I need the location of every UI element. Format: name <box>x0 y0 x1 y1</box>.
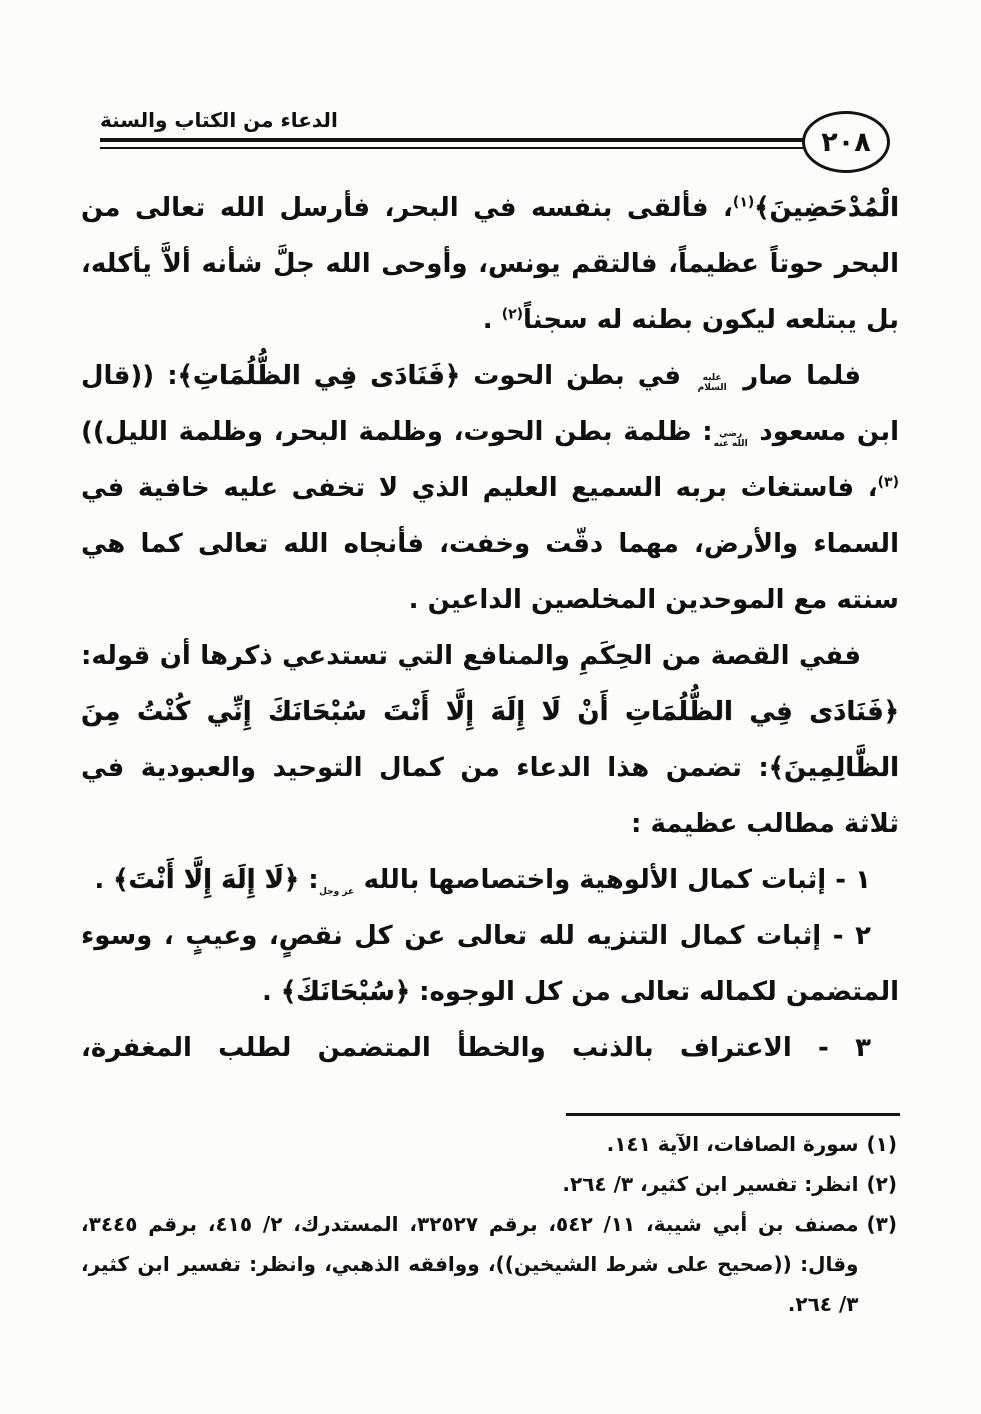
quran-quote-end: الْمُدْحَضِينَ﴾ <box>754 193 899 223</box>
quran-verse-full: ﴿فَنَادَى فِي الظُّلُمَاتِ أَنْ لَا إِلَهَ إِلَّا أَنْتَ سُبْحَانَكَ إِنِّي كُنْتُ مِنَ الظَّالِمِينَ﴾ <box>81 697 899 783</box>
quran-quote-fanada: ﴿فَنَادَى فِي الظُّلُمَاتِ﴾ <box>177 361 461 391</box>
quran-quote-la-ilaha: ﴿لَا إِلَهَ إِلَّا أَنْتَ﴾ <box>113 865 300 895</box>
list-item-2-number: ٢ - <box>821 921 871 951</box>
book-title-header: الدعاء من الكتاب والسنة <box>100 108 338 132</box>
footnote-separator-rule <box>566 1113 900 1116</box>
list-item-1 <box>81 852 899 908</box>
paragraph-1 <box>81 180 899 348</box>
list-item-3-number: ٣ - <box>791 1033 871 1063</box>
list-item-2 <box>81 908 899 1020</box>
paragraph-2-text-5: ، فاستغاث بربه السميع العليم الذي لا تخفى عليه خافية في السماء والأرض، مهما دقّت وخفت، فأنجاه الله تعالى كما هي سنته مع الموحدين المخلصين الداعين . <box>81 473 899 615</box>
footnote-marker-2: (٢) <box>501 306 524 323</box>
honorific-azza-wa-jall: عز وجل <box>319 887 355 897</box>
list-item-3-text: الاعتراف بالذنب والخطأ المتضمن لطلب المغفرة، <box>81 1033 792 1063</box>
footnote-1 <box>81 1124 897 1164</box>
paragraph-3-text-2: : تضمن هذا الدعاء من كمال التوحيد والعبودية في ثلاثة مطالب عظيمة : <box>81 753 899 839</box>
list-item-2-text-2: . <box>262 977 281 1007</box>
honorific-radiallahu-anhu: رضي الله عنه <box>713 429 748 449</box>
header-double-rule <box>100 138 806 149</box>
paragraph-1-period: . <box>482 305 502 335</box>
paragraph-2-text-2: في بطن الحوت <box>460 361 695 391</box>
body-text <box>81 180 899 1076</box>
paragraph-2-text-3: : ((قال ابن مسعود <box>81 361 899 447</box>
footnotes-section <box>81 1124 897 1324</box>
paragraph-2 <box>81 348 899 628</box>
page-number: ٢٠٨ <box>821 126 871 158</box>
paragraph-2-text-1: فلما صار <box>730 361 862 391</box>
footnote-3-text: مصنف بن أبي شيبة، ١١/ ٥٤٢، برقم ٣٢٥٢٧، المستدرك، ٢/ ٤١٥، برقم ٣٤٤٥، وقال: ((صحيح على شرط الشيخين))، ووافقه الذهبي، وانظر: تفسير ابن كثير، ٣/ ٢٦٤. <box>81 1212 859 1316</box>
list-item-1-number: ١ - <box>826 865 871 895</box>
footnote-1-number: (١) <box>866 1132 897 1156</box>
page-number-badge <box>802 111 890 173</box>
list-item-1-text-1: إثبات كمال الألوهية واختصاصها بالله <box>354 865 827 895</box>
list-item-2-text-1: إثبات كمال التنزيه لله تعالى عن كل نقصٍ، وعيبٍ ، وسوء المتضمن لكماله تعالى من كل الوجوه: <box>81 921 899 1007</box>
list-item-1-text-2: : <box>299 865 319 895</box>
list-item-1-text-3: . <box>94 865 114 895</box>
footnote-marker-3: (٣) <box>877 474 899 491</box>
list-item-3 <box>81 1020 899 1076</box>
quran-quote-subhanaka: ﴿سُبْحَانَكَ﴾ <box>280 977 411 1007</box>
footnote-3-number: (٣) <box>866 1212 897 1236</box>
footnote-marker-1: (١) <box>732 194 755 211</box>
paragraph-1-text: ، فألقى بنفسه في البحر، فأرسل الله تعالى من البحر حوتاً عظيماً، فالتقم يونس، وأوحى الله جلَّ شأنه ألاَّ يأكله، بل يبتلعه ليكون بطنه له سجناً <box>81 193 899 335</box>
paragraph-3 <box>81 628 899 852</box>
footnote-3 <box>81 1204 897 1324</box>
footnote-2-number: (٢) <box>866 1172 897 1196</box>
footnote-2 <box>81 1164 897 1204</box>
paragraph-2-text-4: : ظلمة بطن الحوت، وظلمة البحر، وظلمة الليل)) <box>81 417 713 447</box>
honorific-alayhis-salam: عليه السلام <box>697 373 727 393</box>
footnote-1-text: سورة الصافات، الآية ١٤١. <box>606 1132 859 1156</box>
footnote-2-text: انظر: تفسير ابن كثير، ٣/ ٢٦٤. <box>562 1172 859 1196</box>
paragraph-3-text-1: ففي القصة من الحِكَمِ والمنافع التي تستدعي ذكرها أن قوله: <box>81 641 861 671</box>
